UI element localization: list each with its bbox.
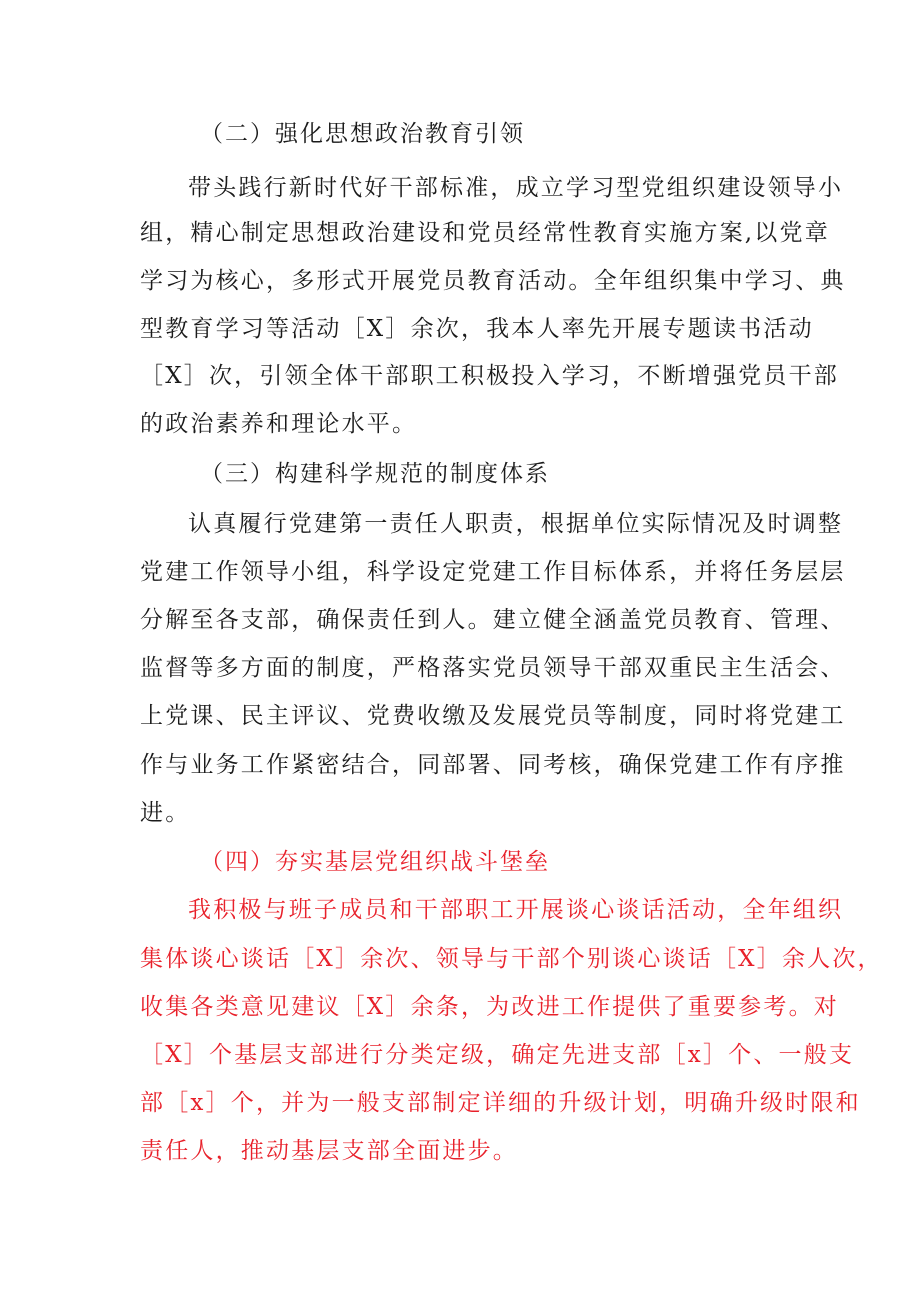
section-heading-4: （四）夯实基层党组织战斗堡垒	[200, 849, 550, 875]
paragraph-line: 学习为核心，多形式开展党员教育活动。全年组织集中学习、典	[140, 268, 846, 294]
paragraph-line-highlighted: 我积极与班子成员和干部职工开展谈心谈话活动，全年组织	[188, 897, 844, 923]
paragraph-line-highlighted: 集体谈心谈话［X］余次、领导与干部个别谈心谈话［X］余人次，	[140, 946, 883, 972]
paragraph-line: 的政治素养和理论水平。	[140, 411, 418, 437]
paragraph-line: 进。	[140, 800, 191, 826]
paragraph-line-highlighted: 责任人，推动基层支部全面进步。	[140, 1138, 518, 1164]
section-heading-2: （二）强化思想政治教育引领	[200, 121, 525, 147]
paragraph-line-highlighted: 部［x］个，并为一般支部制定详细的升级计划，明确升级时限和	[140, 1090, 861, 1116]
paragraph-line: 认真履行党建第一责任人职责，根据单位实际情况及时调整	[188, 511, 844, 537]
paragraph-line: 作与业务工作紧密结合，同部署、同考核，确保党建工作有序推	[140, 752, 846, 778]
paragraph-line: 上党课、民主评议、党费收缴及发展党员等制度，同时将党建工	[140, 703, 846, 729]
paragraph-line: ［X］次，引领全体干部职工积极投入学习，不断增强党员干部	[140, 363, 839, 389]
paragraph-line-highlighted: 收集各类意见建议［X］余条，为改进工作提供了重要参考。对	[140, 994, 839, 1020]
paragraph-line: 分解至各支部，确保责任到人。建立健全涵盖党员教育、管理、	[140, 607, 846, 633]
section-heading-3: （三）构建科学规范的制度体系	[200, 461, 550, 487]
paragraph-line: 党建工作领导小组，科学设定党建工作目标体系，并将任务层层	[140, 559, 846, 585]
paragraph-line: 型教育学习等活动［X］余次，我本人率先开展专题读书活动	[140, 316, 814, 342]
paragraph-line-highlighted: ［X］个基层支部进行分类定级，确定先进支部［x］个、一般支	[140, 1042, 855, 1068]
paragraph-line: 组，精心制定思想政治建设和党员经常性教育实施方案,以党章	[140, 220, 830, 246]
paragraph-line: 带头践行新时代好干部标准，成立学习型党组织建设领导小	[188, 175, 844, 201]
paragraph-line: 监督等多方面的制度，严格落实党员领导干部双重民主生活会、	[140, 655, 846, 681]
